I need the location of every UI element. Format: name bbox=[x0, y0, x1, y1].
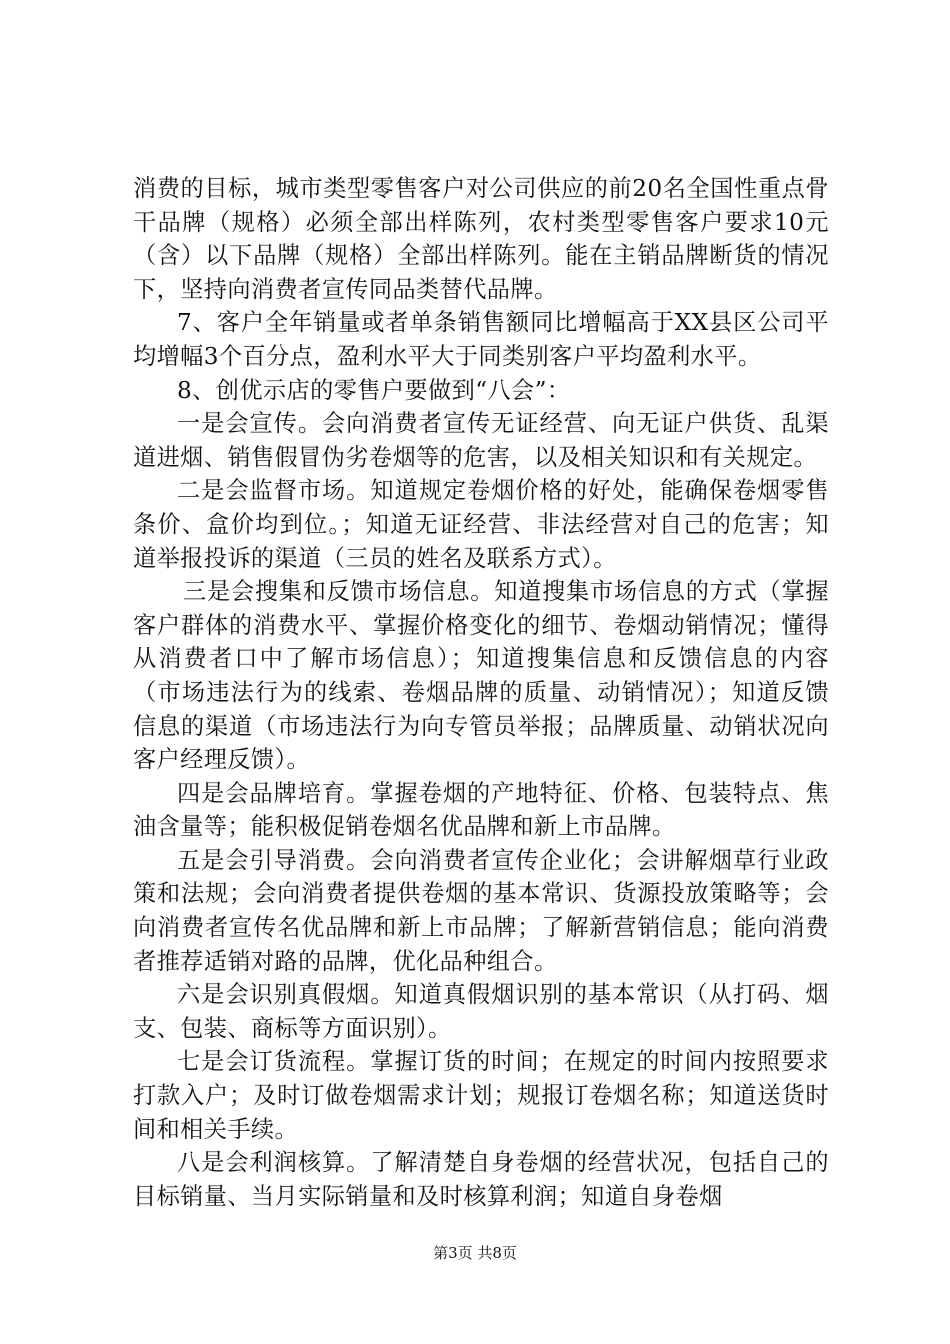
paragraph-market-information: 三是会搜集和反馈市场信息。知道搜集市场信息的方式（掌握客户群体的消费水平、掌握价格变化的细节、卷烟动销情况；懂得从消费者口中了解市场信息）；知道搜集信息和反馈信息的内容（市场违法行为的线索、卷烟品牌的质量、动销情况）；知道反馈信息的渠道（市场违法行为向专管员举报；品牌质量、动销状况向客户经理反馈）。 bbox=[133, 578, 829, 774]
paragraph-market-supervision: 二是会监督市场。知道规定卷烟价格的好处，能确保卷烟零售条价、盒价均到位。；知道无证经营、非法经营对自己的危害；知道举报投诉的渠道（三员的姓名及联系方式）。 bbox=[133, 477, 829, 572]
paragraph-ordering-process: 七是会订货流程。掌握订货的时间；在规定的时间内按照要求打款入户；及时订做卷烟需求计划；规报订卷烟名称；知道送货时间和相关手续。 bbox=[133, 1048, 829, 1143]
paragraph-guide-consumption: 五是会引导消费。会向消费者宣传企业化；会讲解烟草行业政策和法规；会向消费者提供卷烟的基本常识、货源投放策略等；会向消费者宣传名优品牌和新上市品牌；了解新营销信息；能向消费者推荐适销对路的品牌，优化品种组合。 bbox=[133, 846, 829, 975]
page-number-footer: 第3页 共8页 bbox=[433, 1244, 517, 1262]
paragraph-item-8: 8、创优示店的零售户要做到“八会”： bbox=[177, 376, 571, 404]
paragraph-brand-cultivation: 四是会品牌培育。掌握卷烟的产地特征、价格、包装特点、焦油含量等；能积极促销卷烟名优品牌和新上市品牌。 bbox=[133, 779, 829, 841]
paragraph-item-7: 7、客户全年销量或者单条销售额同比增幅高于XX县区公司平均增幅3个百分点，盈利水平大于同类别客户平均盈利水平。 bbox=[133, 309, 829, 370]
document-body bbox=[133, 172, 829, 1213]
paragraph-profit-accounting: 八是会利润核算。了解清楚自身卷烟的经营状况，包括自己的目标销量、当月实际销量和及时核算利润；知道自身卷烟 bbox=[133, 1149, 829, 1210]
paragraph-identify-counterfeit: 六是会识别真假烟。知道真假烟识别的基本常识（从打码、烟支、包装、商标等方面识别）。 bbox=[133, 981, 829, 1042]
paragraph-publicity: 一是会宣传。会向消费者宣传无证经营、向无证户供货、乱渠道进烟、销售假冒伪劣卷烟等的危害，以及相关知识和有关规定。 bbox=[133, 410, 829, 471]
paragraph-continuation: 消费的目标，城市类型零售客户对公司供应的前20名全国性重点骨干品牌（规格）必须全部出样陈列，农村类型零售客户要求10元（含）以下品牌（规格）全部出样陈列。能在主销品牌断货的情况下，坚持向消费者宣传同品类替代品牌。 bbox=[133, 175, 829, 303]
